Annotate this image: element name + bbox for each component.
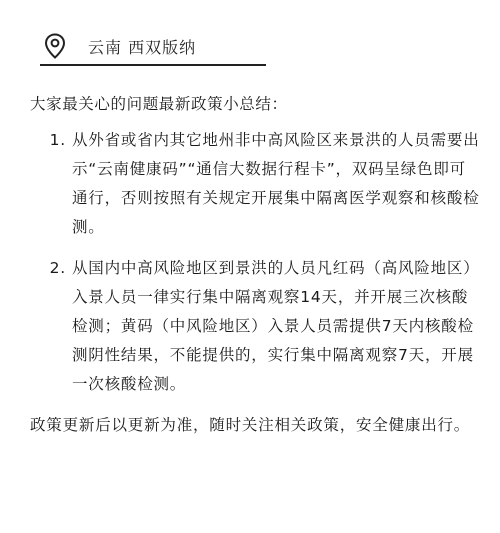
- article-intro: 大家最关心的问题最新政策小总结：: [30, 95, 288, 113]
- policy-list: [30, 126, 480, 399]
- article-body: [30, 90, 480, 456]
- article-footer: 政策更新后以更新为准，随时关注相关政策，安全健康出行。: [30, 416, 471, 434]
- list-item: [30, 126, 480, 242]
- location-label: 云南 西双版纳: [88, 37, 197, 57]
- list-item-number: 1.: [49, 131, 66, 149]
- list-item-text: 从国内中高风险地区到景洪的人员凡红码（高风险地区）入景人员一律实行集中隔离观察14天，并开展三次核酸检测；黄码（中风险地区）入景人员需提供7天内核酸检测阴性结果，不能提供的，实行集中隔离观察7天，开展一次核酸检测。: [72, 259, 480, 393]
- location-divider: [40, 64, 266, 66]
- list-item-number: 2.: [49, 259, 66, 277]
- location-pin-icon: [44, 33, 66, 59]
- list-item: [30, 254, 480, 399]
- location-tag[interactable]: [40, 26, 266, 66]
- list-item-text: 从外省或省内其它地州非中高风险区来景洪的人员需要出示“云南健康码”“通信大数据行程卡”，双码呈绿色即可通行，否则按照有关规定开展集中隔离医学观察和核酸检测。: [72, 131, 480, 236]
